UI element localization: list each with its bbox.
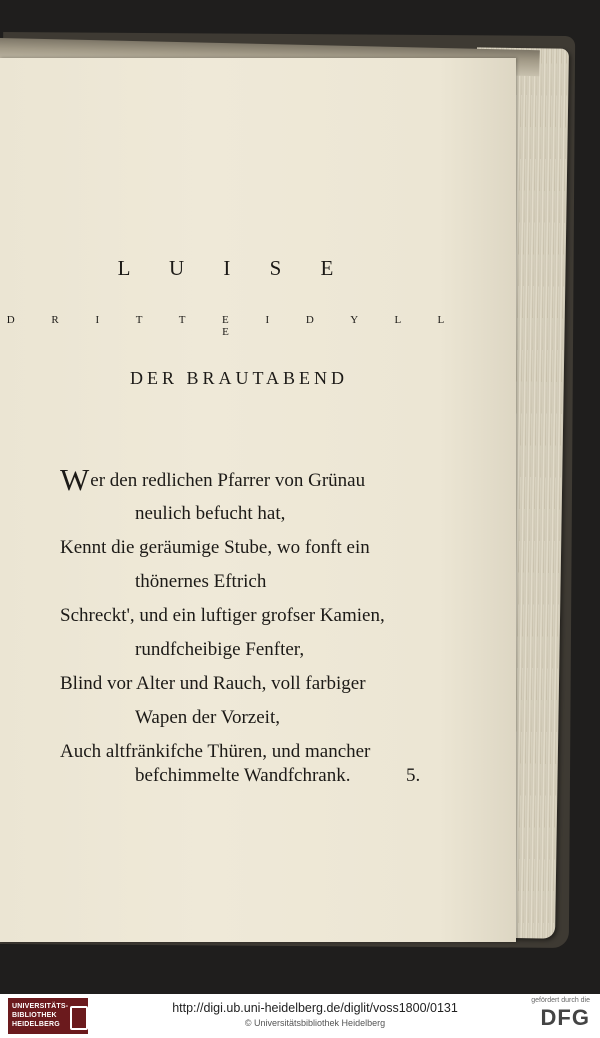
line-number: 5. xyxy=(406,765,421,786)
dfg-logo[interactable]: DFG xyxy=(540,1005,590,1030)
logo-line-2: BIBLIOTHEK xyxy=(12,1012,57,1019)
verse-line-4: thönernes Eftrich xyxy=(135,571,267,592)
verse-line-5: Schreckt', und ein luftiger grofser Kamien, xyxy=(60,605,385,626)
verse-line-1 xyxy=(60,462,440,497)
poem-heading: DER BRAUTABEND xyxy=(129,368,349,388)
permalink[interactable]: http://digi.ub.uni-heidelberg.de/diglit/voss1800/0131 xyxy=(172,1001,458,1015)
poem-title: L U I S E xyxy=(117,256,351,280)
verse-line-7: Blind vor Alter und Rauch, voll farbiger xyxy=(60,673,366,694)
copyright-notice: © Universitätsbibliothek Heidelberg xyxy=(244,1018,386,1028)
verse-line-10: befchimmelte Wandfchrank. xyxy=(135,765,351,786)
book-page xyxy=(0,58,516,942)
page-text xyxy=(0,58,516,942)
verse-line-6: rundfcheibige Fenfter, xyxy=(135,639,305,660)
logo-line-3: HEIDELBERG xyxy=(12,1021,60,1028)
drop-cap: W xyxy=(60,462,90,497)
seal-icon xyxy=(70,1006,88,1030)
verse-line-8: Wapen der Vorzeit, xyxy=(135,707,280,728)
verse-line-2: neulich befucht hat, xyxy=(135,503,286,524)
poem-subtitle: D R I T T E I D Y L L E xyxy=(6,314,462,338)
logo-line-1: UNIVERSITÄTS- xyxy=(12,1003,69,1010)
verse-line-9: Auch altfränkifche Thüren, und mancher xyxy=(60,741,371,762)
viewer-footer xyxy=(0,994,600,1038)
funding-note: gefördert durch die xyxy=(531,997,590,1004)
verse-line-1-text: er den redlichen Pfarrer von Grünau xyxy=(90,470,366,491)
verse-line-3: Kennt die geräumige Stube, wo fonft ein xyxy=(60,537,370,558)
university-library-logo[interactable] xyxy=(8,998,88,1034)
